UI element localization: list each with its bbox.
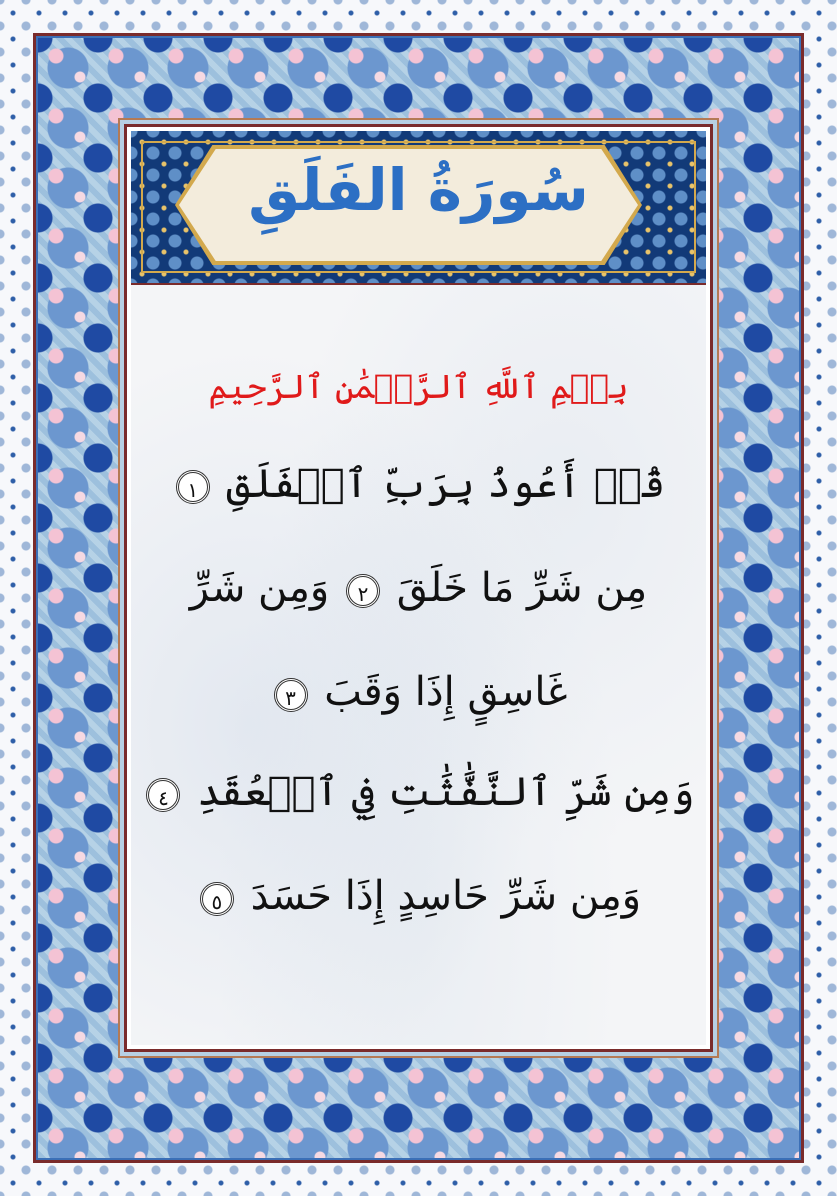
surah-title: سُورَةُ الفَلَقِ: [248, 156, 589, 224]
ayah-number-marker: ٥: [200, 882, 234, 916]
verse-text: مِن شَرِّ مَا خَلَقَ: [396, 565, 648, 611]
verse-text: غَاسِقٍ إِذَا وَقَبَ: [324, 669, 568, 715]
verse-text: وَمِن شَرِّ حَاسِدٍ إِذَا حَسَدَ: [250, 873, 642, 919]
verse-line-4: [131, 769, 706, 815]
basmala: بِسۡمِ ٱللَّهِ ٱلرَّحۡمَٰنِ ٱلرَّحِيمِ: [208, 367, 629, 406]
ayah-number-marker: ٤: [146, 778, 180, 812]
verse-text: قُلۡ أَعُوذُ بِرَبِّ ٱلۡفَلَقِ: [226, 461, 666, 507]
verse-line-2: [131, 565, 706, 611]
verse-line-5: [131, 873, 706, 919]
verse-text: وَمِن شَرِّ ٱلنَّفَّٰثَٰتِ فِي ٱلۡعُقَدِ: [197, 769, 695, 815]
verse-line-1: [131, 461, 706, 507]
verse-line-3: [131, 669, 706, 715]
ayah-number-marker: ٣: [274, 678, 308, 712]
verse-text: وَمِن شَرِّ: [189, 565, 330, 611]
ayah-number-marker: ٢: [346, 574, 380, 608]
title-cartouche: [131, 131, 706, 285]
ayah-number-marker: ١: [176, 470, 210, 504]
